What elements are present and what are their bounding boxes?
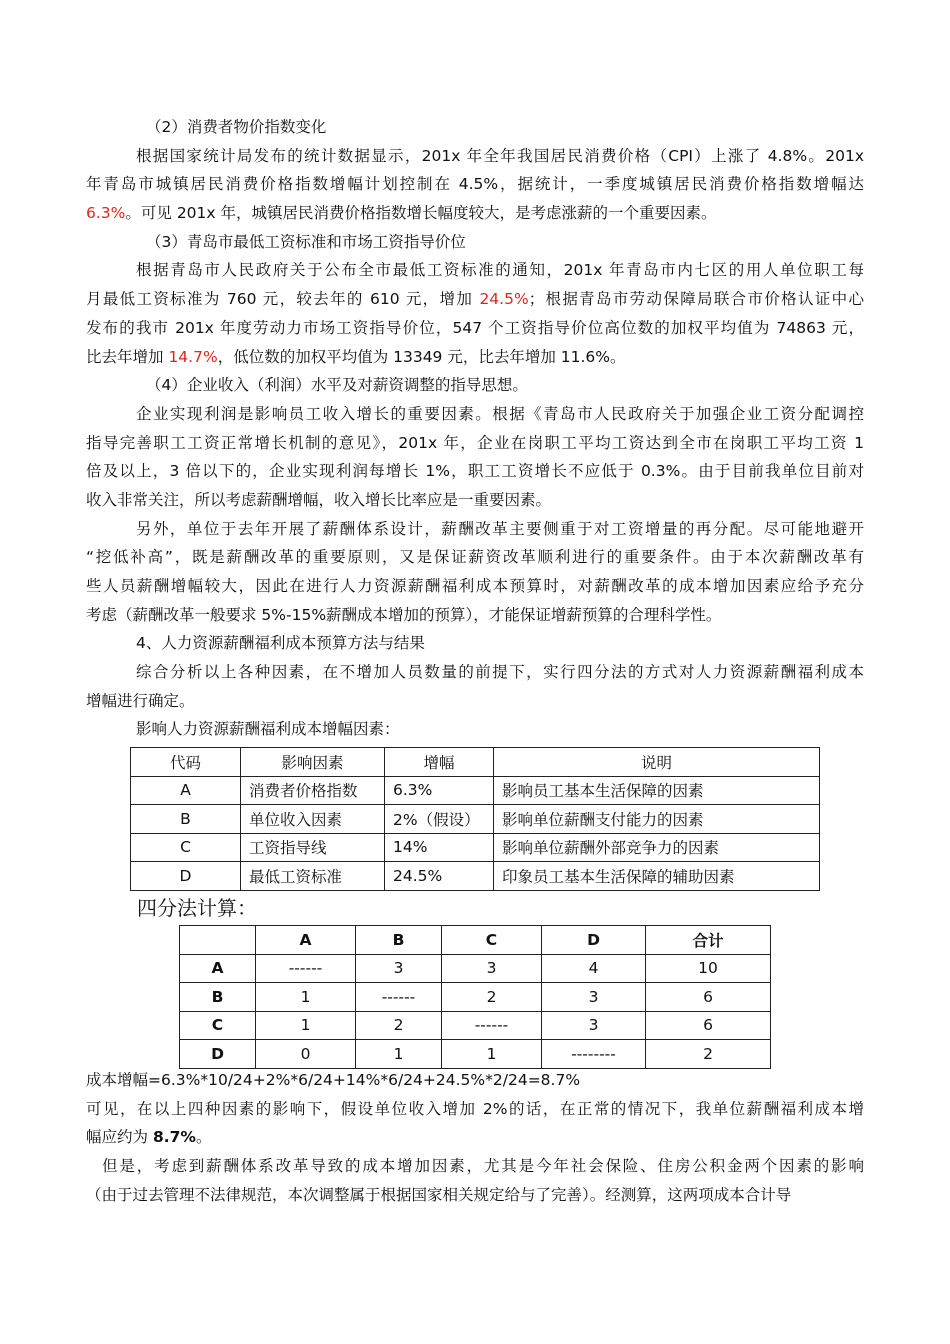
table-cell: 3 (356, 954, 442, 983)
header-cell (180, 926, 256, 955)
text-segment: 倍及以上，3 倍以下的，企业实现利润每增长 1%，职工工资增长不应低于 0.3%。由于目前我单位目前对 (86, 462, 864, 481)
table-cell: C (180, 1011, 256, 1040)
table-cell: ------ (442, 1011, 542, 1040)
text-segment: 但是，考虑到薪酬体系改革导致的成本增加因素，尤其是今年社会保险、住房公积金两个因素的影响 (102, 1157, 864, 1176)
table-cell: 影响员工基本生活保障的因素 (494, 776, 820, 805)
table-cell: 14% (385, 833, 494, 862)
paragraph-line (86, 142, 864, 171)
table-header-row (131, 748, 820, 777)
header-cell: 增幅 (385, 748, 494, 777)
text-segment: 另外，单位于去年开展了薪酬体系设计，薪酬改革主要侧重于对工资增量的再分配。尽可能地避开 (136, 519, 864, 538)
text-segment: 增幅进行确定。 (86, 691, 195, 710)
table-header-row (180, 926, 771, 955)
table-cell: 工资指导线 (241, 833, 385, 862)
table-cell: 2 (646, 1040, 771, 1069)
text-segment: 收入非常关注，所以考虑薪酬增幅，收入增长比率应是一重要因素。 (86, 490, 552, 509)
text-segment: 幅应约为 (86, 1128, 153, 1147)
header-cell: B (356, 926, 442, 955)
document-body-lower (86, 1066, 864, 1209)
paragraph-line (86, 1152, 864, 1181)
text-segment: 。可见 201x 年，城镇居民消费价格指数增长幅度较大，是考虑涨薪的一个重要因素。 (125, 204, 717, 223)
table-cell: 3 (442, 954, 542, 983)
table-cell: 0 (256, 1040, 356, 1069)
table-row (180, 1011, 771, 1040)
table-cell: 单位收入因素 (241, 805, 385, 834)
text-segment: “挖低补高”，既是薪酬改革的重要原则，又是保证薪资改革顺利进行的重要条件。由于本次薪酬改革有 (86, 548, 864, 567)
table-cell: 6 (646, 983, 771, 1012)
table-cell: 1 (442, 1040, 542, 1069)
highlight-text: 14.7% (168, 347, 218, 366)
paragraph-line (86, 1123, 864, 1152)
factor-table (130, 747, 820, 891)
text-segment: 根据青岛市人民政府关于公布全市最低工资标准的通知，201x 年青岛市内七区的用人单位职工每 (136, 261, 864, 280)
text-segment: 指导完善职工工资正常增长机制的意见》，201x 年，企业在岗职工平均工资达到全市在岗职工平均工资 1 (86, 433, 864, 452)
paragraph-line (86, 256, 864, 285)
table-cell: D (180, 1040, 256, 1069)
text-segment: 些人员薪酬增幅较大，因此在进行人力资源薪酬福利成本预算时，对薪酬改革的成本增加因素应给予充分 (86, 577, 864, 595)
text-segment: ；根据青岛市劳动保障局联合市价格认证中心 (528, 290, 864, 309)
table-cell: 4 (542, 954, 646, 983)
paragraph-line (86, 228, 864, 257)
text-segment: ，低位数的加权平均值为 13349 元，比去年增加 11.6%。 (217, 347, 626, 366)
paragraph-line (86, 629, 864, 658)
table-cell: 24.5% (385, 862, 494, 891)
table-row (131, 805, 820, 834)
table-cell: C (131, 833, 241, 862)
table-cell: 影响单位薪酬支付能力的因素 (494, 805, 820, 834)
table-cell: 最低工资标准 (241, 862, 385, 891)
table-row (131, 862, 820, 891)
table-row (131, 833, 820, 862)
table-cell: ------ (356, 983, 442, 1012)
table-cell: A (180, 954, 256, 983)
table-row (180, 1040, 771, 1069)
paragraph-line (86, 285, 864, 314)
paragraph-line (86, 486, 864, 515)
table-cell: 1 (256, 1011, 356, 1040)
header-cell: D (542, 926, 646, 955)
table-cell: B (131, 805, 241, 834)
text-segment: 年青岛市城镇居民消费价格指数增幅计划控制在 4.5%，据统计，一季度城镇居民消费价格指数增幅达 (86, 175, 864, 194)
header-cell: 影响因素 (241, 748, 385, 777)
table-cell: B (180, 983, 256, 1012)
table-cell: 2 (442, 983, 542, 1012)
paragraph-line (86, 371, 864, 400)
text-segment: 企业实现利润是影响员工收入增长的重要因素。根据《青岛市人民政府关于加强企业工资分配调控 (136, 404, 864, 423)
text-segment: 比去年增加 (86, 347, 169, 366)
paragraph-line (86, 457, 864, 486)
header-cell: 说明 (494, 748, 820, 777)
table-row (131, 776, 820, 805)
paragraph-line (86, 429, 864, 458)
paragraph-line (86, 572, 864, 601)
text-segment: 考虑（薪酬改革一般要求 5%-15%薪酬成本增加的预算），才能保证增薪预算的合理科学性。 (86, 605, 722, 624)
table-cell: 消费者价格指数 (241, 776, 385, 805)
text-segment: （3）青岛市最低工资标准和市场工资指导价位 (146, 232, 466, 251)
table-cell: 2%（假设） (385, 805, 494, 834)
header-cell: C (442, 926, 542, 955)
table-cell: 1 (256, 983, 356, 1012)
text-segment: 成本增幅=6.3%*10/24+2%*6/24+14%*6/24+24.5%*2/24=8.7% (86, 1071, 581, 1089)
table-cell: 3 (542, 1011, 646, 1040)
bold-text: 8.7% (152, 1128, 196, 1147)
highlight-text: 24.5% (479, 290, 529, 309)
table-cell: 10 (646, 954, 771, 983)
text-segment: 综合分析以上各种因素，在不增加人员数量的前提下，实行四分法的方式对人力资源薪酬福利成本 (136, 663, 864, 682)
paragraph-line (86, 343, 864, 372)
text-segment: 可见，在以上四种因素的影响下，假设单位收入增加 2%的话，在正常的情况下，我单位薪酬福利成本增 (86, 1099, 864, 1118)
table-cell: 6.3% (385, 776, 494, 805)
text-segment: （由于过去管理不法律规范，本次调整属于根据国家相关规定给与了完善）。经测算，这两项成本合计导 (86, 1185, 792, 1204)
table-row (180, 983, 771, 1012)
header-cell: 代码 (131, 748, 241, 777)
table-cell: -------- (542, 1040, 646, 1069)
document-body-upper (86, 113, 864, 744)
paragraph-line (86, 715, 864, 744)
paragraph-line (86, 400, 864, 429)
text-segment: 月最低工资标准为 760 元，较去年的 610 元，增加 (86, 290, 480, 309)
text-segment: 4、人力资源薪酬福利成本预算方法与结果 (136, 634, 425, 653)
table-cell: A (131, 776, 241, 805)
table-cell: 6 (646, 1011, 771, 1040)
table-cell: D (131, 862, 241, 891)
paragraph-line (86, 1095, 864, 1124)
table-row (180, 954, 771, 983)
text-segment: （2）消费者物价指数变化 (146, 118, 327, 136)
paragraph-line (86, 1181, 864, 1210)
table-cell: 3 (542, 983, 646, 1012)
paragraph-line (86, 170, 864, 199)
table-cell: ------ (256, 954, 356, 983)
paragraph-line (86, 601, 864, 630)
paragraph-line (86, 543, 864, 572)
text-segment: 影响人力资源薪酬福利成本增幅因素： (136, 720, 400, 739)
text-segment: 。 (195, 1128, 212, 1147)
header-cell: A (256, 926, 356, 955)
text-segment: 发布的我市 201x 年度劳动力市场工资指导价位，547 个工资指导价位高位数的加权平均值为 74863 元， (86, 318, 864, 337)
text-segment: 根据国家统计局发布的统计数据显示，201x 年全年我国居民消费价格（CPI）上涨了 4.8%。201x (136, 146, 864, 165)
table-cell: 1 (356, 1040, 442, 1069)
header-cell: 合计 (646, 926, 771, 955)
paragraph-line (86, 658, 864, 687)
table-cell: 印象员工基本生活保障的辅助因素 (494, 862, 820, 891)
table-cell: 2 (356, 1011, 442, 1040)
paragraph-line (86, 1066, 864, 1095)
paragraph-line (86, 687, 864, 716)
paragraph-line (86, 113, 864, 142)
quartile-caption: 四分法计算： (137, 896, 257, 920)
paragraph-line (86, 314, 864, 343)
paragraph-line (86, 515, 864, 544)
text-segment: （4）企业收入（利润）水平及对薪资调整的指导思想。 (146, 376, 528, 395)
quartile-table (179, 925, 771, 1069)
paragraph-line (86, 199, 864, 228)
table-cell: 影响单位薪酬外部竞争力的因素 (494, 833, 820, 862)
highlight-text: 6.3% (86, 204, 126, 223)
